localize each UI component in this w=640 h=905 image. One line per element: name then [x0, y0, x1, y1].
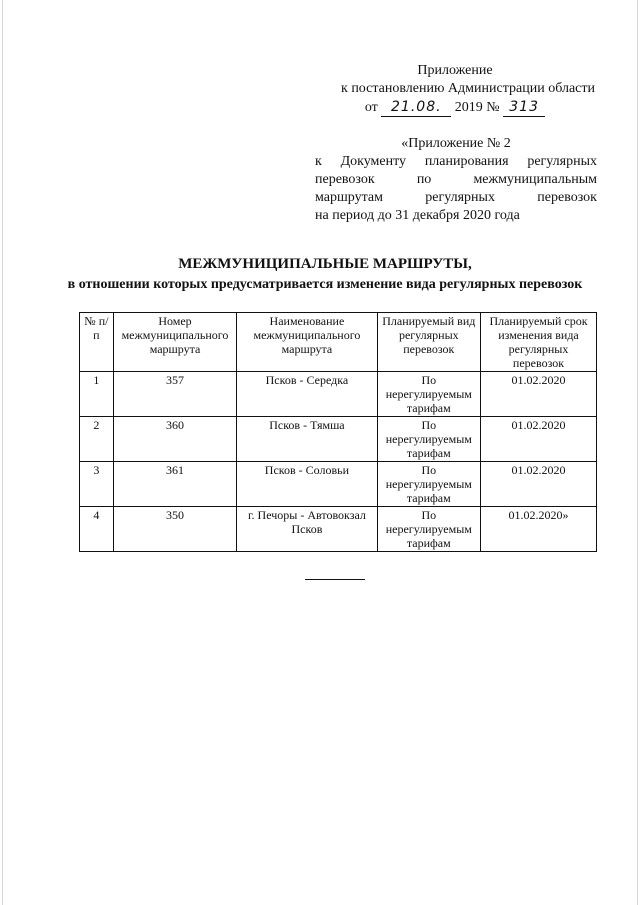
cell-transport-type: По нерегулируемым тарифам	[377, 417, 480, 462]
table-row	[80, 507, 597, 552]
table-header-row	[80, 313, 597, 372]
appendix-header	[315, 62, 595, 117]
routes-table	[79, 312, 597, 552]
end-of-document-rule	[305, 579, 365, 580]
col-header-route-name: Наименование межмуниципального маршрута	[237, 313, 377, 372]
cell-transport-type: По нерегулируемым тарифам	[377, 372, 480, 417]
annex-word: регулярных	[527, 154, 597, 169]
appendix-label: Приложение	[417, 63, 493, 78]
cell-change-date: 01.02.2020»	[481, 507, 597, 552]
annex-word: к	[315, 154, 322, 169]
year-and-number-sign: 2019 №	[454, 100, 500, 115]
cell-transport-type: По нерегулируемым тарифам	[377, 507, 480, 552]
annex-text-line-1	[315, 153, 597, 171]
title-main: МЕЖМУНИЦИПАЛЬНЫЕ МАРШРУТЫ,	[178, 256, 472, 272]
cell-change-date: 01.02.2020	[481, 372, 597, 417]
scan-edge-right	[637, 0, 638, 905]
annex-word: планирования	[424, 154, 509, 169]
cell-route-name: Псков - Соловьи	[237, 462, 377, 507]
cell-number: 4	[80, 507, 114, 552]
annex-text-line-2	[315, 171, 597, 189]
annex-reference-block	[315, 135, 597, 225]
cell-route-name: г. Печоры - Автовокзал Псков	[237, 507, 377, 552]
table-row	[80, 462, 597, 507]
annex-text-line-3	[315, 189, 597, 207]
resolution-date-line	[315, 98, 595, 117]
annex-word: регулярных	[425, 190, 495, 205]
handwritten-date: 21.08.	[381, 98, 451, 117]
cell-route-number: 350	[113, 507, 237, 552]
col-header-change-date: Планируемый срок изменения вида регулярных перевозок	[481, 313, 597, 372]
handwritten-number: 313	[503, 98, 545, 117]
annex-title: «Приложение № 2	[401, 136, 511, 151]
cell-change-date: 01.02.2020	[481, 462, 597, 507]
table-row	[80, 372, 597, 417]
table-row	[80, 417, 597, 462]
annex-text-line-4: на период до 31 декабря 2020 года	[315, 208, 520, 223]
cell-route-number: 361	[113, 462, 237, 507]
annex-word: перевозок	[315, 172, 375, 187]
annex-word: по	[416, 172, 432, 187]
cell-change-date: 01.02.2020	[481, 417, 597, 462]
date-prefix: от	[364, 100, 378, 115]
col-header-number: № п/п	[80, 313, 114, 372]
cell-number: 2	[80, 417, 114, 462]
col-header-transport-type: Планируемый вид регулярных перевозок	[377, 313, 480, 372]
cell-route-number: 360	[113, 417, 237, 462]
cell-number: 1	[80, 372, 114, 417]
scan-edge-left	[2, 0, 3, 905]
col-header-route-number: Номер межмуниципального маршрута	[113, 313, 237, 372]
title-subtitle: в отношении которых предусматривается изменение вида регулярных перевозок	[67, 277, 583, 292]
document-title	[60, 255, 590, 293]
cell-number: 3	[80, 462, 114, 507]
cell-transport-type: По нерегулируемым тарифам	[377, 462, 480, 507]
cell-route-name: Псков - Тямша	[237, 417, 377, 462]
annex-word: межмуниципальным	[473, 172, 597, 187]
cell-route-number: 357	[113, 372, 237, 417]
annex-word: Документу	[340, 154, 407, 169]
resolution-reference: к постановлению Администрации области	[341, 81, 595, 96]
annex-word: маршрутам	[315, 190, 383, 205]
annex-word: перевозок	[537, 190, 597, 205]
cell-route-name: Псков - Середка	[237, 372, 377, 417]
